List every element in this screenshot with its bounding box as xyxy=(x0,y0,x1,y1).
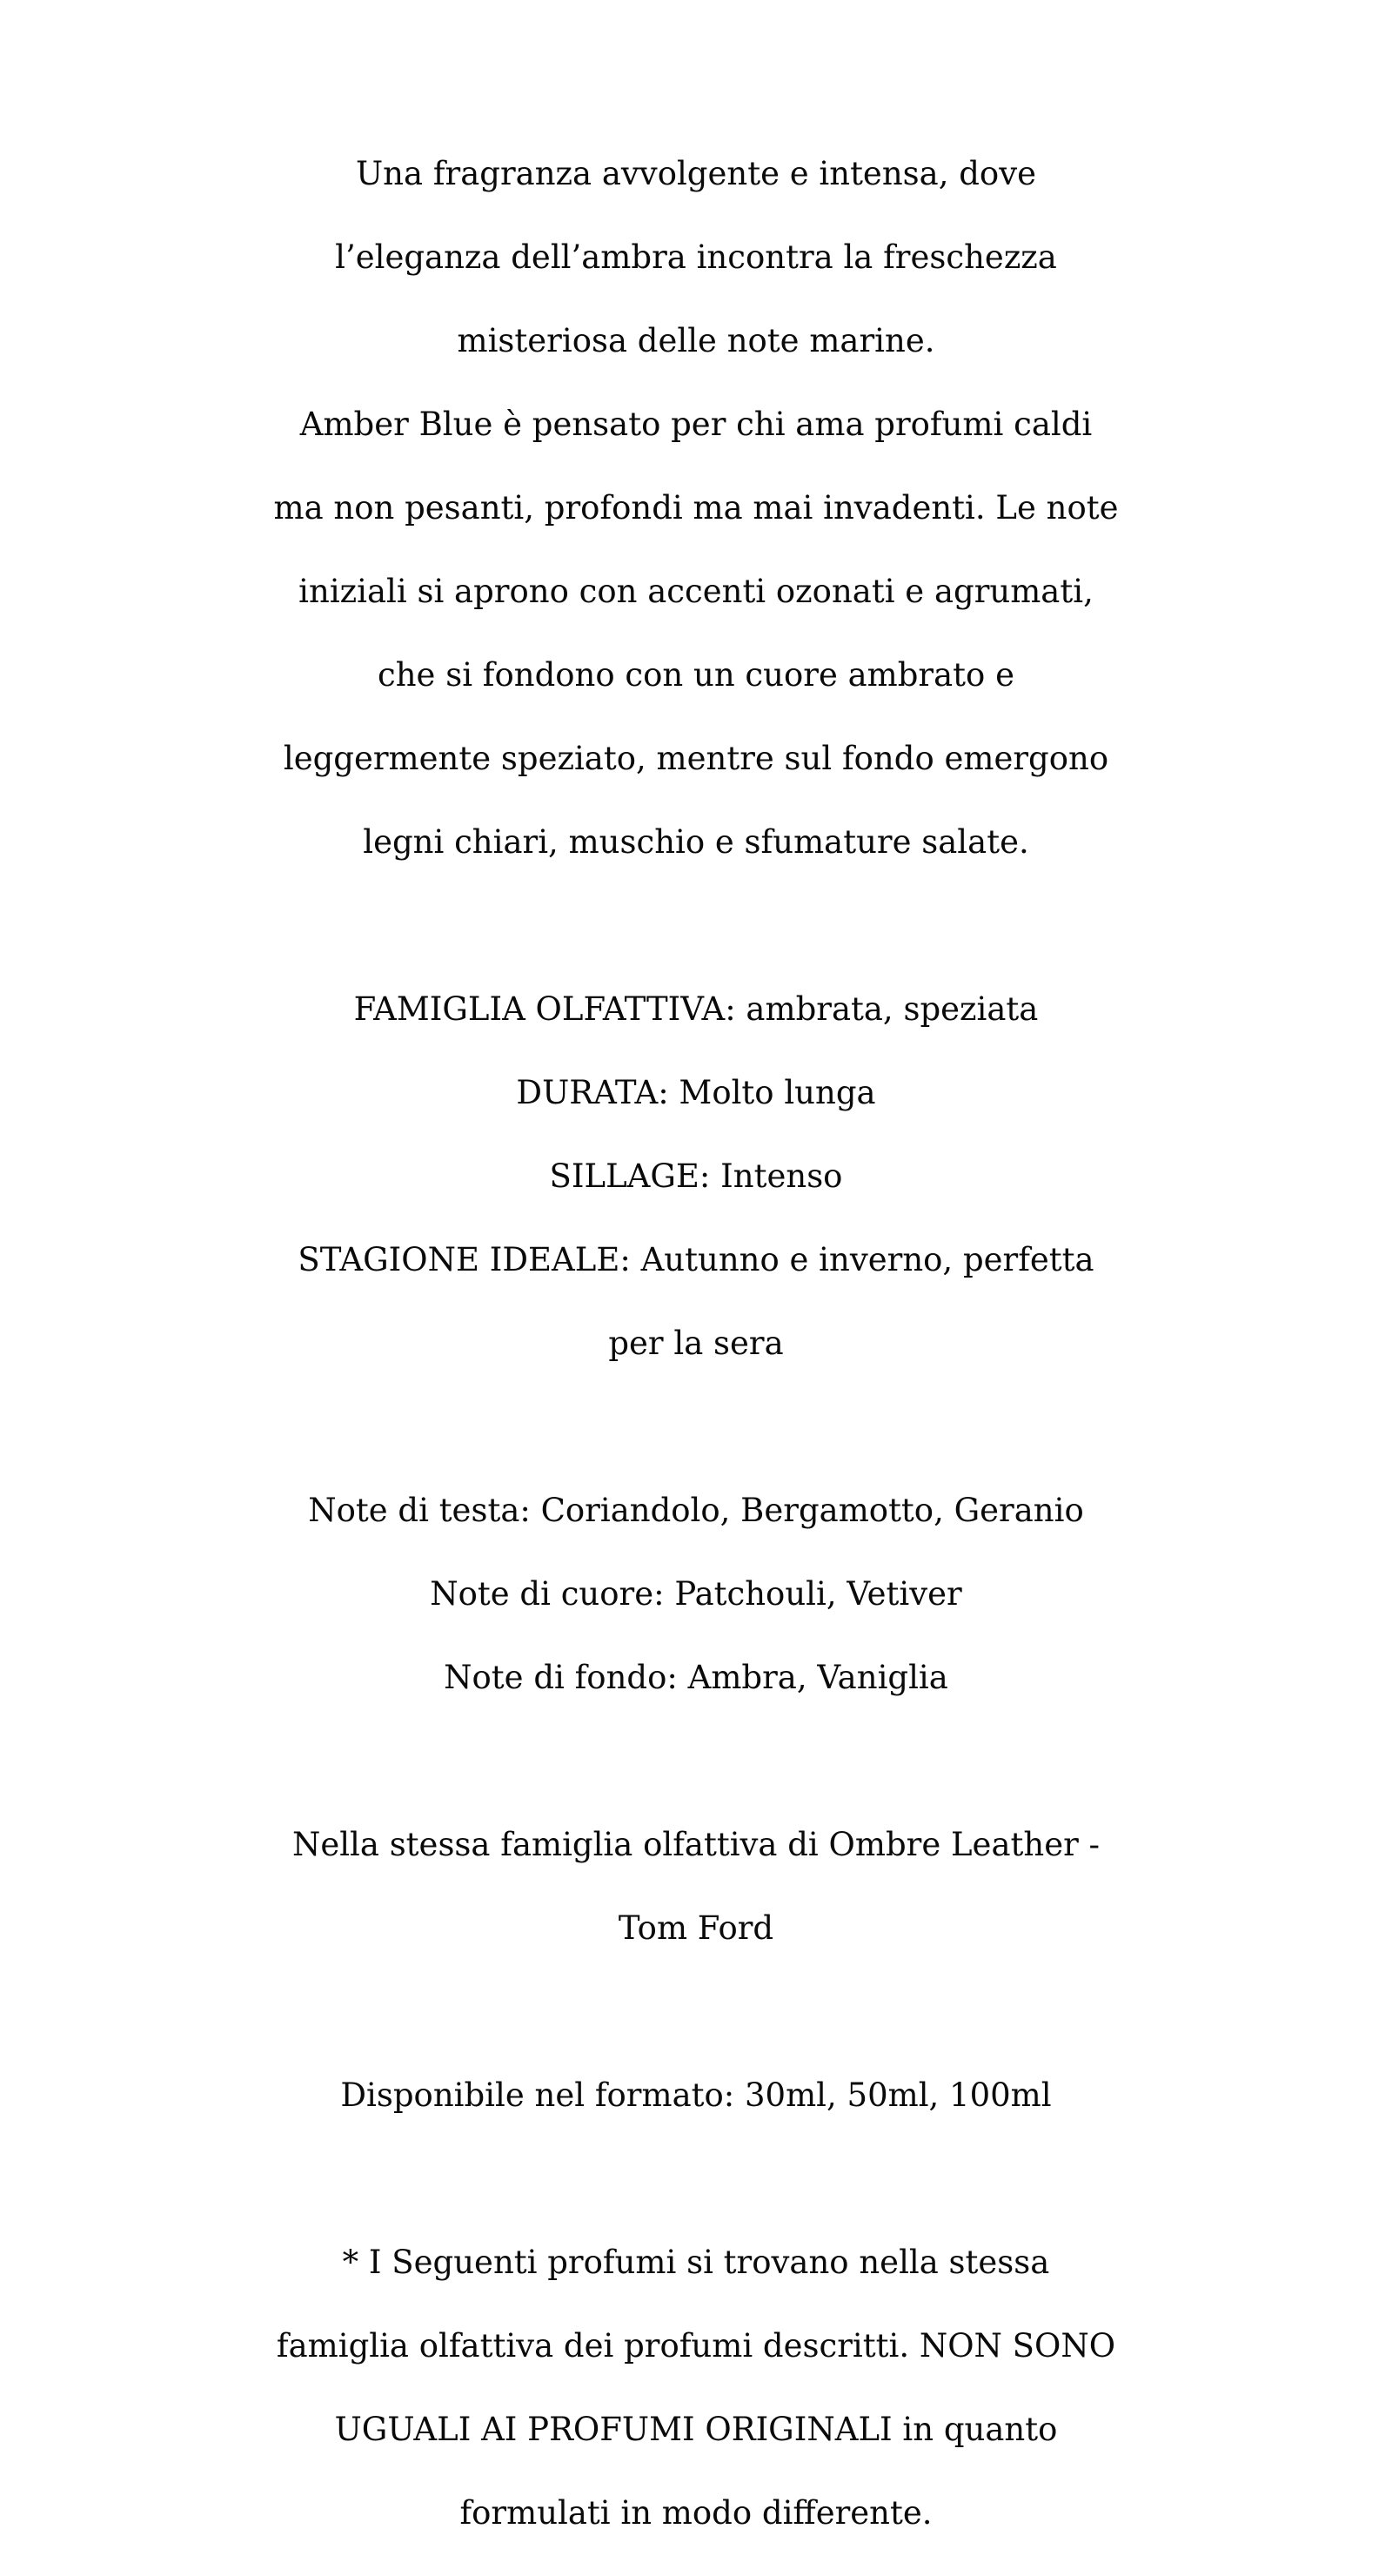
disclaimer-line-1: * I Seguenti profumi si trovano nella stessa xyxy=(342,2244,1050,2281)
intro-paragraph xyxy=(113,111,1279,905)
intro-line-6: iniziali si aprono con accenti ozonati e agrumati, xyxy=(298,573,1094,610)
description-body xyxy=(113,111,1279,2576)
note-di-fondo: Note di fondo: Ambra, Vaniglia xyxy=(444,1659,948,1696)
spec-stagione-ideale-line-1: STAGIONE IDEALE: Autunno e inverno, perfetta xyxy=(298,1241,1094,1278)
family-reference-line-2: Tom Ford xyxy=(618,1909,774,1947)
spec-famiglia-olfattiva: FAMIGLIA OLFATTIVA: ambrata, speziata xyxy=(353,990,1039,1028)
intro-line-4: Amber Blue è pensato per chi ama profumi caldi xyxy=(299,406,1093,443)
intro-line-1: Una fragranza avvolgente e intensa, dove xyxy=(355,155,1036,192)
availability-block xyxy=(113,2033,1279,2158)
note-di-testa: Note di testa: Coriandolo, Bergamotto, Geranio xyxy=(308,1492,1084,1529)
paragraph-gap-2 xyxy=(113,1406,1279,1448)
intro-line-5: ma non pesanti, profondi ma mai invadenti. Le note xyxy=(273,489,1119,527)
spec-stagione-ideale-line-2: per la sera xyxy=(608,1325,784,1362)
disclaimer-line-4: formulati in modo differente. xyxy=(459,2494,933,2532)
family-reference-block xyxy=(113,1782,1279,1991)
paragraph-gap-4 xyxy=(113,1991,1279,2033)
spec-durata: DURATA: Molto lunga xyxy=(516,1074,876,1111)
intro-line-3: misteriosa delle note marine. xyxy=(457,322,935,359)
intro-line-8: leggermente speziato, mentre sul fondo emergono xyxy=(283,740,1109,777)
intro-line-2: l’eleganza dell’ambra incontra la freschezza xyxy=(335,238,1057,276)
paragraph-gap-5 xyxy=(113,2158,1279,2200)
paragraph-gap-1 xyxy=(113,905,1279,947)
available-formats: Disponibile nel formato: 30ml, 50ml, 100ml xyxy=(340,2076,1052,2114)
note-di-cuore: Note di cuore: Patchouli, Vetiver xyxy=(430,1575,962,1613)
disclaimer-line-2: famiglia olfattiva dei profumi descritti. NON SONO xyxy=(276,2327,1116,2365)
paragraph-gap-3 xyxy=(113,1741,1279,1782)
spec-sillage: SILLAGE: Intenso xyxy=(549,1157,843,1195)
intro-line-9: legni chiari, muschio e sfumature salate. xyxy=(363,823,1029,861)
disclaimer-line-3: UGUALI AI PROFUMI ORIGINALI in quanto xyxy=(334,2411,1058,2448)
disclaimer-block xyxy=(113,2200,1279,2576)
intro-line-7: che si fondono con un cuore ambrato e xyxy=(378,656,1014,694)
family-reference-line-1: Nella stessa famiglia olfattiva di Ombre Leather - xyxy=(291,1826,1101,1863)
specifications-block xyxy=(113,947,1279,1406)
olfactory-notes-block xyxy=(113,1448,1279,1741)
